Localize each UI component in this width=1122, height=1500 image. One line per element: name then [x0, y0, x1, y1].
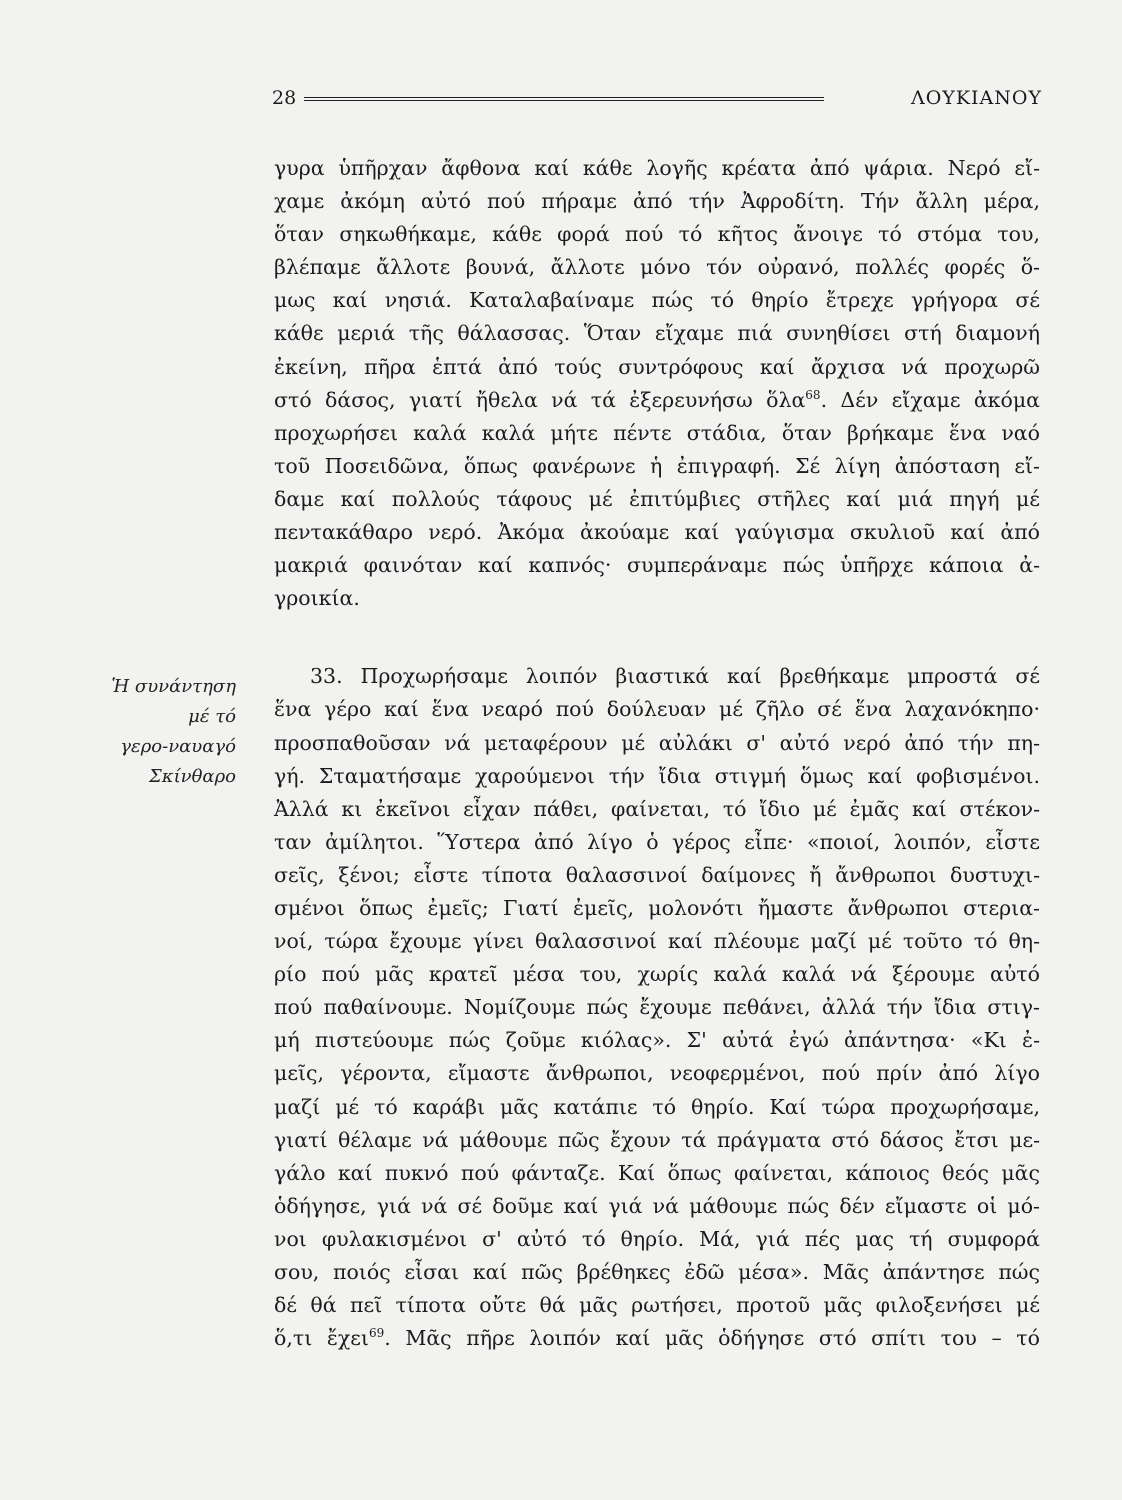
text-line: ρίο πού μᾶς κρατεῖ μέσα του, χωρίς καλά καλά νά ξέρουμε αὐτό [274, 962, 1040, 987]
text-line: βλέπαμε ἄλλοτε βουνά, ἄλλοτε μόνο τόν οὐρανό, πολλές φορές ὅ- [274, 255, 1040, 280]
section-33-paragraph [274, 660, 1040, 1355]
text-line: νοι φυλακισμένοι σ' αὐτό τό θηρίο. Μά, γιά πές μας τή συμφορά [274, 1226, 1040, 1251]
text-line: προχωρήσει καλά καλά μήτε πέντε στάδια, ὅταν βρήκαμε ἕνα ναό [274, 420, 1040, 445]
text-line: δέ θά πεῖ τίποτα οὔτε θά μᾶς ρωτήσει, προτοῦ μᾶς φιλοξενήσει μέ [274, 1293, 1040, 1318]
running-header [272, 84, 1042, 114]
margin-note-line: μέ τό [188, 706, 236, 727]
text-line: νοί, τώρα ἔχουμε γίνει θαλασσινοί καί πλέουμε μαζί μέ τοῦτο τό θη- [274, 929, 1040, 954]
text-line: γιατί θέλαμε νά μάθουμε πῶς ἔχουν τά πράγματα στό δάσος ἔτσι με- [274, 1127, 1040, 1152]
text-line: μεῖς, γέροντα, εἴμαστε ἄνθρωποι, νεοφερμένοι, πού πρίν ἀπό λίγο [274, 1061, 1040, 1086]
footnote-ref-69: 69 [368, 1326, 385, 1341]
text-line: μακριά φαινόταν καί καπνός· συμπεράναμε πώς ὑπῆρχε κάποια ἀ- [274, 553, 1040, 578]
text-line: σεῖς, ξένοι; εἶστε τίποτα θαλασσινοί δαίμονες ἤ ἄνθρωποι δυστυχι- [274, 862, 1040, 887]
text-line: Ἀλλά κι ἐκεῖνοι εἶχαν πάθει, φαίνεται, τό ἴδιο μέ ἐμᾶς καί στέκον- [274, 796, 1040, 821]
text-segment: . Μᾶς πῆρε λοιπόν καί μᾶς ὁδήγησε στό σπίτι του – τό [384, 1326, 1040, 1351]
text-line: γή. Σταματήσαμε χαρούμενοι τήν ἴδια στιγμή ὅμως καί φοβισμένοι. [274, 763, 1040, 788]
text-line: σμένοι ὅπως ἐμεῖς; Γιατί ἐμεῖς, μολονότι ἤμαστε ἄνθρωποι στερια- [274, 895, 1040, 920]
text-line: μαζί μέ τό καράβι μᾶς κατάπιε τό θηρίο. Καί τώρα προχωρήσαμε, [274, 1094, 1040, 1119]
text-line: ὅταν σηκωθήκαμε, κάθε φορά πού τό κῆτος ἄνοιγε τό στόμα του, [274, 222, 1040, 247]
text-line: κάθε μεριά τῆς θάλασσας. Ὅταν εἴχαμε πιά συνηθίσει στή διαμονή [274, 321, 1040, 346]
paragraph-continuation [274, 152, 1040, 615]
text-line: μως καί νησιά. Καταλαβαίναμε πώς τό θηρίο ἔτρεχε γρήγορα σέ [274, 288, 1040, 313]
text-line: ὁδήγησε, γιά νά σέ δοῦμε καί γιά νά μάθουμε πώς δέν εἴμαστε οἱ μό- [274, 1193, 1040, 1218]
text-line: 33. Προχωρήσαμε λοιπόν βιαστικά καί βρεθήκαμε μπροστά σέ [310, 664, 1040, 689]
margin-note [80, 672, 236, 792]
text-line: σου, ποιός εἶσαι καί πῶς βρέθηκες ἐδῶ μέσα». Μᾶς ἀπάντησε πώς [274, 1260, 1040, 1284]
text-line: χαμε ἀκόμη αὐτό πού πήραμε ἀπό τήν Ἀφροδίτη. Τήν ἄλλη μέρα, [274, 189, 1040, 214]
text-segment: . Δέν εἴχαμε ἀκόμα [820, 387, 1040, 412]
text-line: πού παθαίνουμε. Νομίζουμε πώς ἔχουμε πεθάνει, ἀλλά τήν ἴδια στιγ- [274, 995, 1040, 1020]
text-line: ἐκείνη, πῆρα ἑπτά ἀπό τούς συντρόφους καί ἄρχισα νά προχωρῶ [274, 354, 1040, 379]
text-line: γάλο καί πυκνό πού φάνταζε. Καί ὅπως φαίνεται, κάποιος θεός μᾶς [274, 1160, 1040, 1185]
text-line: δαμε καί πολλούς τάφους μέ ἐπιτύμβιες στῆλες καί μιά πηγή μέ [274, 486, 1040, 511]
text-line [274, 384, 1040, 417]
text-line [274, 1322, 1040, 1355]
text-line: μή πιστεύουμε πώς ζοῦμε κιόλας». Σ' αὐτά ἐγώ ἀπάντησα· «Κι ἐ- [274, 1028, 1040, 1053]
text-segment: ὅ,τι ἔχει [274, 1326, 369, 1351]
text-line: τοῦ Ποσειδῶνα, ὅπως φανέρωνε ἡ ἐπιγραφή. Σέ λίγη ἀπόσταση εἴ- [274, 453, 1040, 478]
text-segment: στό δάσος, γιατί ἤθελα νά τά ἐξερευνήσω ὅλα [274, 387, 806, 412]
text-line: γυρα ὑπῆρχαν ἄφθονα καί κάθε λογῆς κρέατα ἀπό ψάρια. Νερό εἴ- [274, 156, 1040, 180]
running-head-title: ΛΟΥΚΙΑΝΟΥ [910, 87, 1042, 109]
text-line: ταν ἀμίλητοι. Ὕστερα ἀπό λίγο ὁ γέρος εἶπε· «ποιοί, λοιπόν, εἶστε [274, 829, 1040, 854]
margin-note-line: γερο-ναυαγό [120, 736, 236, 757]
text-line: πεντακάθαρο νερό. Ἀκόμα ἀκούαμε καί γαύγισμα σκυλιοῦ καί ἀπό [274, 520, 1040, 545]
page-number: 28 [272, 87, 297, 109]
text-line: γροικία. [274, 586, 360, 611]
text-line: προσπαθοῦσαν νά μεταφέρουν μέ αὐλάκι σ' αὐτό νερό ἀπό τήν πη- [274, 730, 1040, 755]
margin-note-line: Σκίνθαρο [149, 766, 236, 787]
body-text [274, 152, 1040, 1355]
text-line: ἕνα γέρο καί ἕνα νεαρό πού δούλευαν μέ ζῆλο σέ ἕνα λαχανόκηπο· [274, 697, 1040, 722]
margin-note-line: Ἡ συνάντηση [111, 676, 236, 697]
header-rule [304, 97, 824, 101]
footnote-ref-68: 68 [805, 387, 821, 402]
